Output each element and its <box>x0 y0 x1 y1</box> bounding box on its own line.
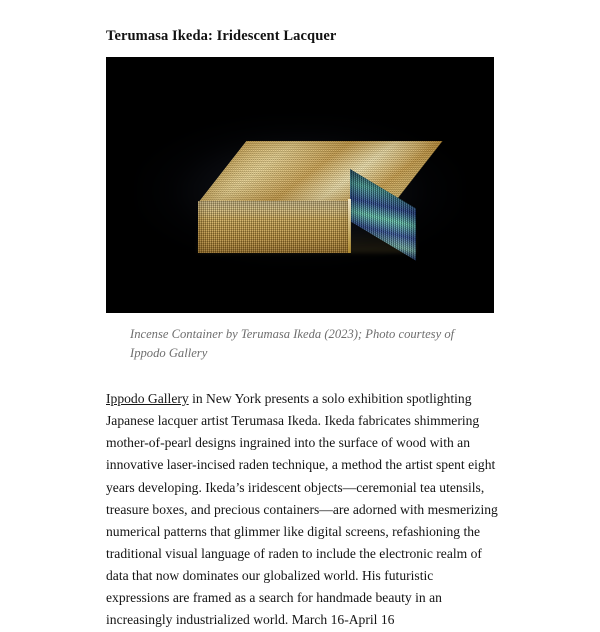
artwork-box-front <box>198 201 350 253</box>
artwork-box-top <box>198 141 442 203</box>
page-title: Terumasa Ikeda: Iridescent Lacquer <box>106 28 337 44</box>
article-figure <box>106 57 500 362</box>
ippodo-gallery-link[interactable]: Ippodo Gallery <box>106 390 189 406</box>
artwork-box-edge <box>348 199 351 253</box>
article-body-text: in New York presents a solo exhibition spotlighting Japanese lacquer artist Terumasa Ikeda. Ikeda fabricates shimmering mother-of-pearl designs ingrained into the surface of wood with an innovative laser-incised raden technique, a method the artist spent eight years developing. Ikeda’s iridescent objects—ceremonial tea utensils, treasure boxes, and precious containers—are adorned with mesmerizing numerical patterns that glimmer like digital screens, refashioning the traditional visual language of raden to include the electronic realm of data that now dominates our globalized world. His futuristic expressions are framed as a search for handmade beauty in an increasingly industrialized world. March 16-April 16 <box>106 390 498 628</box>
incense-container-photo <box>106 57 494 313</box>
article-body <box>106 388 498 632</box>
figure-caption: Incense Container by Terumasa Ikeda (2023); Photo courtesy of Ippodo Gallery <box>130 327 455 360</box>
artwork-box <box>198 141 416 253</box>
